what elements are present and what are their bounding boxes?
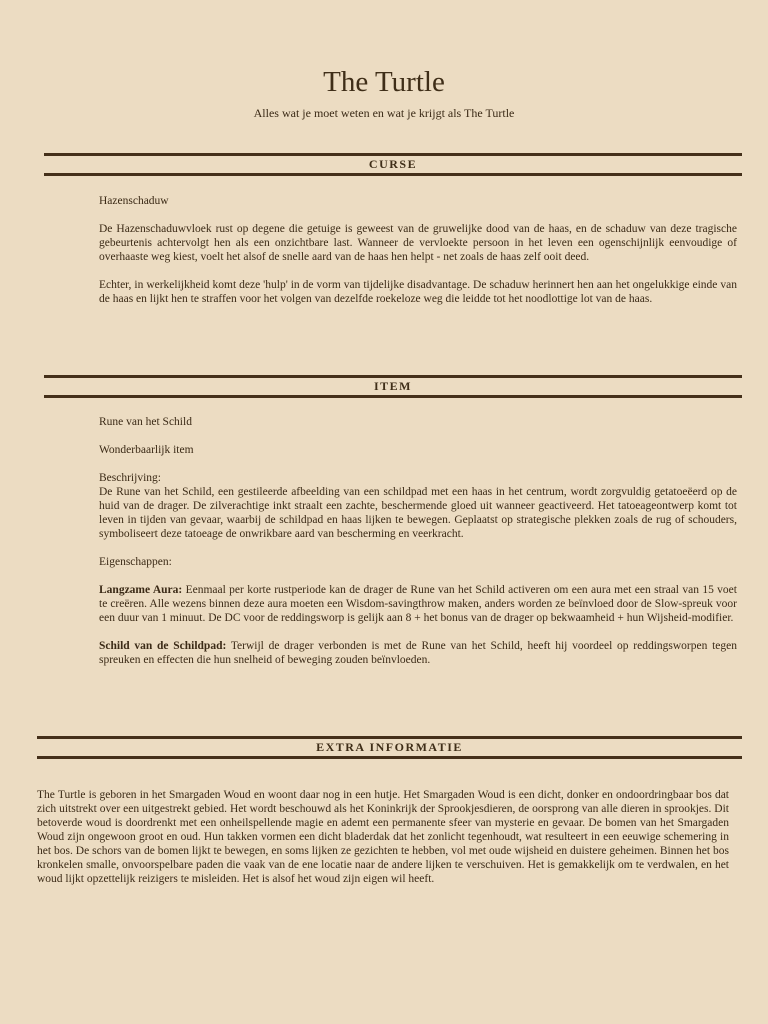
item-type: Wonderbaarlijk item (99, 444, 194, 456)
item-name: Rune van het Schild (99, 416, 192, 428)
curse-paragraph-2: Echter, in werkelijkheid komt deze 'hulp' in de vorm van tijdelijke disadvantage. De schaduw herinnert hen aan het ongelukkige einde van de haas en lijkt hen te straffen voor het volgen van dezelfde roekeloze weg die leidde tot het noodlottige lot van de haas. (99, 279, 737, 305)
extra-paragraph: The Turtle is geboren in het Smargaden Woud en woont daar nog in een hutje. Het Smargaden Woud is een dicht, donker en ondoordringbaar bos dat zich uitstrekt over een uitgestrekt gebied. Het wordt beschouwd als het Koninkrijk der Sprookjesdieren, de oorsprong van alle dieren in sprookjes. Dit betoverde woud is doordrenkt met een onheilspellende magie en ademt een permanente sfeer van mysterie en gevaar. De bomen van het Smargaden Woud zijn ongewoon groot en oud. Hun takken vormen een dicht bladerdak dat het zonlicht tegenhoudt, wat resulteert in een eeuwige schemering in het bos. De schors van de bomen lijkt te bewegen, en soms lijken ze gezichten te hebben, vol met oude wijsheid en duistere geheimen. Binnen het bos kronkelen smalle, onvoorspelbare paden die vaak van de ene locatie naar de andere lijken te verschuiven. Het is gemakkelijk om te verdwalen, en het woud lijkt opzettelijk reizigers te misleiden. Het is alsof het woud zijn eigen wil heeft. (37, 789, 729, 885)
section-heading-curse: CURSE (44, 153, 742, 176)
curse-section (99, 194, 737, 306)
extra-section (37, 788, 729, 886)
property-2-text: Terwijl de drager verbonden is met de Rune van het Schild, heeft hij voordeel op reddingsworpen tegen spreuken en effecten die hun snelheid of beweging zouden beïnvloeden. (99, 640, 737, 666)
section-heading-item: ITEM (44, 375, 742, 398)
page-subtitle: Alles wat je moet weten en wat je krijgt als The Turtle (253, 106, 515, 120)
property-1-title: Langzame Aura: (99, 584, 183, 596)
section-heading-extra: EXTRA INFORMATIE (37, 736, 742, 759)
item-property-2 (99, 639, 737, 667)
item-properties-label: Eigenschappen: (99, 556, 172, 568)
curse-paragraph-1: De Hazenschaduwvloek rust op degene die getuige is geweest van de gruwelijke dood van de haas, en de schaduw van deze tragische gebeurtenis achtervolgt hen als een onzichtbare last. Wanneer de vervloekte persoon in het leven een ogenschijnlijk eenvoudige of overhaaste weg kiest, voelt het alsof de snelle aard van de haas hen helpt - net zoals de haas zelf ooit deed. (99, 223, 737, 263)
curse-name: Hazenschaduw (99, 195, 169, 207)
item-property-1 (99, 583, 737, 625)
item-description: De Rune van het Schild, een gestileerde afbeelding van een schildpad met een haas in het centrum, wordt zorgvuldig getatoeëerd op de huid van de drager. De zilverachtige inkt straalt een zachte, beschermende gloed uit wanneer geactiveerd. Het tatoeageontwerp komt tot leven in tijden van gevaar, waarbij de schildpad en haas lijken te bewegen. Geplaatst op strategische plekken zoals de rug of schouders, symboliseert deze tatoeage de onwrikbare aard van bescherming en veerkracht. (99, 486, 737, 540)
property-2-title: Schild van de Schildpad: (99, 640, 227, 652)
item-description-label: Beschrijving: (99, 472, 161, 484)
page-title: The Turtle (323, 66, 445, 98)
item-section (99, 415, 737, 667)
property-1-text: Eenmaal per korte rustperiode kan de drager de Rune van het Schild activeren om een aura met een straal van 15 voet te creëren. Alle wezens binnen deze aura moeten een Wisdom-savingthrow maken, anders worden ze beïnvloed door de Slow-spreuk voor een duur van 1 minuut. De DC voor de reddingsworp is gelijk aan 8 + het bonus van de drager op bekwaamheid + hun Wijsheid-modifier. (99, 584, 737, 624)
